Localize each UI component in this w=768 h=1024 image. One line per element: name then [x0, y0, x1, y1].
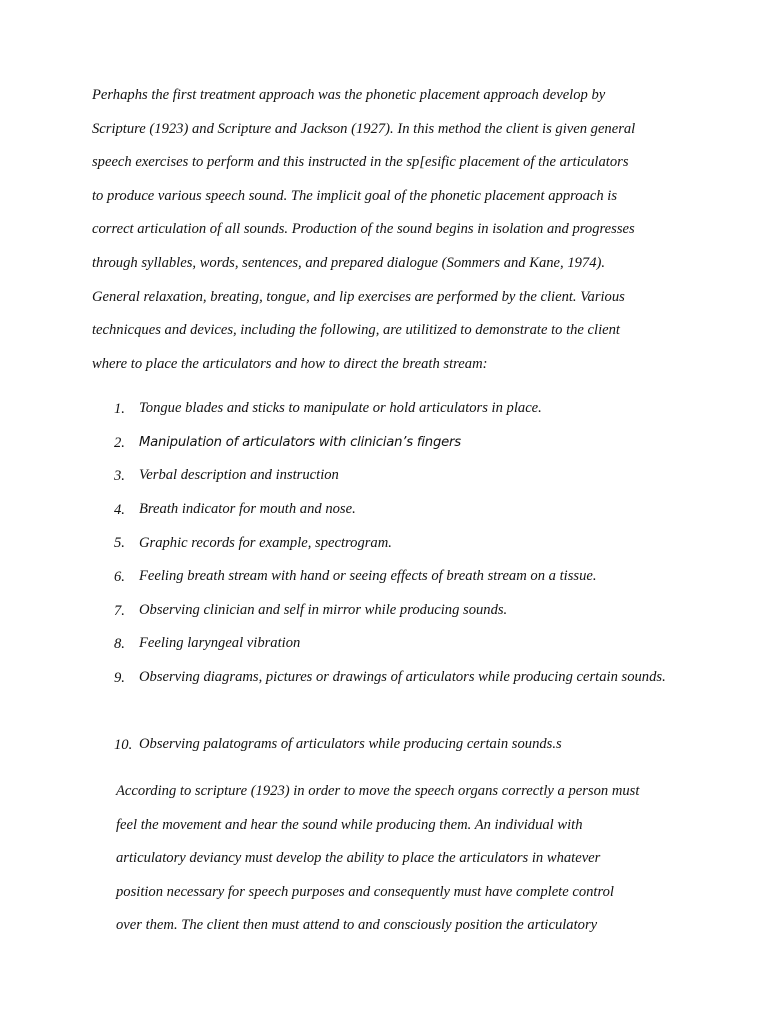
paragraph-line: General relaxation, breating, tongue, and lip exercises are performed by the client. Various [92, 288, 625, 305]
list-item-number: 2. [114, 434, 125, 451]
list-item-text: Breath indicator for mouth and nose. [139, 500, 356, 517]
paragraph-line: speech exercises to perform and this instructed in the sp[esific placement of the articulators [92, 154, 629, 171]
paragraph-line: According to scripture (1923) in order to move the speech organs correctly a person must [116, 783, 640, 799]
list-item-text: Observing clinician and self in mirror while producing sounds. [139, 601, 508, 618]
list-item [114, 667, 694, 734]
paragraph-line: articulatory deviancy must develop the ability to place the articulators in whatever [116, 850, 601, 867]
list-item-text: Observing diagrams, pictures or drawings of articulators while producing certain sounds. [139, 668, 666, 685]
paragraph-line: Scripture (1923) and Scripture and Jackson (1927). In this method the client is given general [92, 120, 636, 137]
list-item [114, 734, 694, 768]
list-item-text: Feeling laryngeal vibration [139, 635, 301, 652]
list-item-number: 5. [114, 535, 125, 552]
list-item-text: Manipulation of articulators with clinician’s fingers [139, 434, 461, 450]
list-item-number: 1. [114, 401, 125, 417]
list-item-text: Verbal description and instruction [139, 467, 339, 484]
paragraph-line: feel the movement and hear the sound while producing them. An individual with [116, 816, 583, 833]
list-item-number: 3. [114, 468, 125, 485]
paragraph-line: Perhaphs the first treatment approach was the phonetic placement approach develop by [92, 87, 606, 103]
intro-paragraph [92, 84, 692, 386]
list-item-text: Observing palatograms of articulators while producing certain sounds.s [139, 736, 562, 753]
paragraph-line: correct articulation of all sounds. Production of the sound begins in isolation and progresses [92, 221, 635, 238]
list-item-number: 9. [114, 669, 125, 686]
paragraph-line: position necessary for speech purposes and consequently must have complete control [116, 883, 614, 900]
list-item-text: Tongue blades and sticks to manipulate or hold articulators in place. [139, 400, 542, 417]
list-item-number: 7. [114, 602, 125, 619]
list-item-number: 10. [114, 736, 133, 753]
closing-paragraph [116, 780, 716, 948]
paragraph-line: over them. The client then must attend to and consciously position the articulatory [116, 917, 598, 934]
paragraph-line: technicques and devices, including the following, are utilitized to demonstrate to the client [92, 322, 620, 339]
paragraph-line: where to place the articulators and how to direct the breath stream: [92, 355, 488, 372]
list-item-number: 4. [114, 501, 125, 518]
paragraph-line: to produce various speech sound. The implicit goal of the phonetic placement approach is [92, 187, 618, 204]
list-item-text: Graphic records for example, spectrogram. [139, 534, 392, 551]
list-item-number: 6. [114, 568, 125, 585]
techniques-list [114, 398, 694, 768]
list-item-text: Feeling breath stream with hand or seeing effects of breath stream on a tissue. [139, 568, 597, 585]
paragraph-line: through syllables, words, sentences, and prepared dialogue (Sommers and Kane, 1974). [92, 254, 606, 271]
list-item-number: 8. [114, 636, 125, 653]
